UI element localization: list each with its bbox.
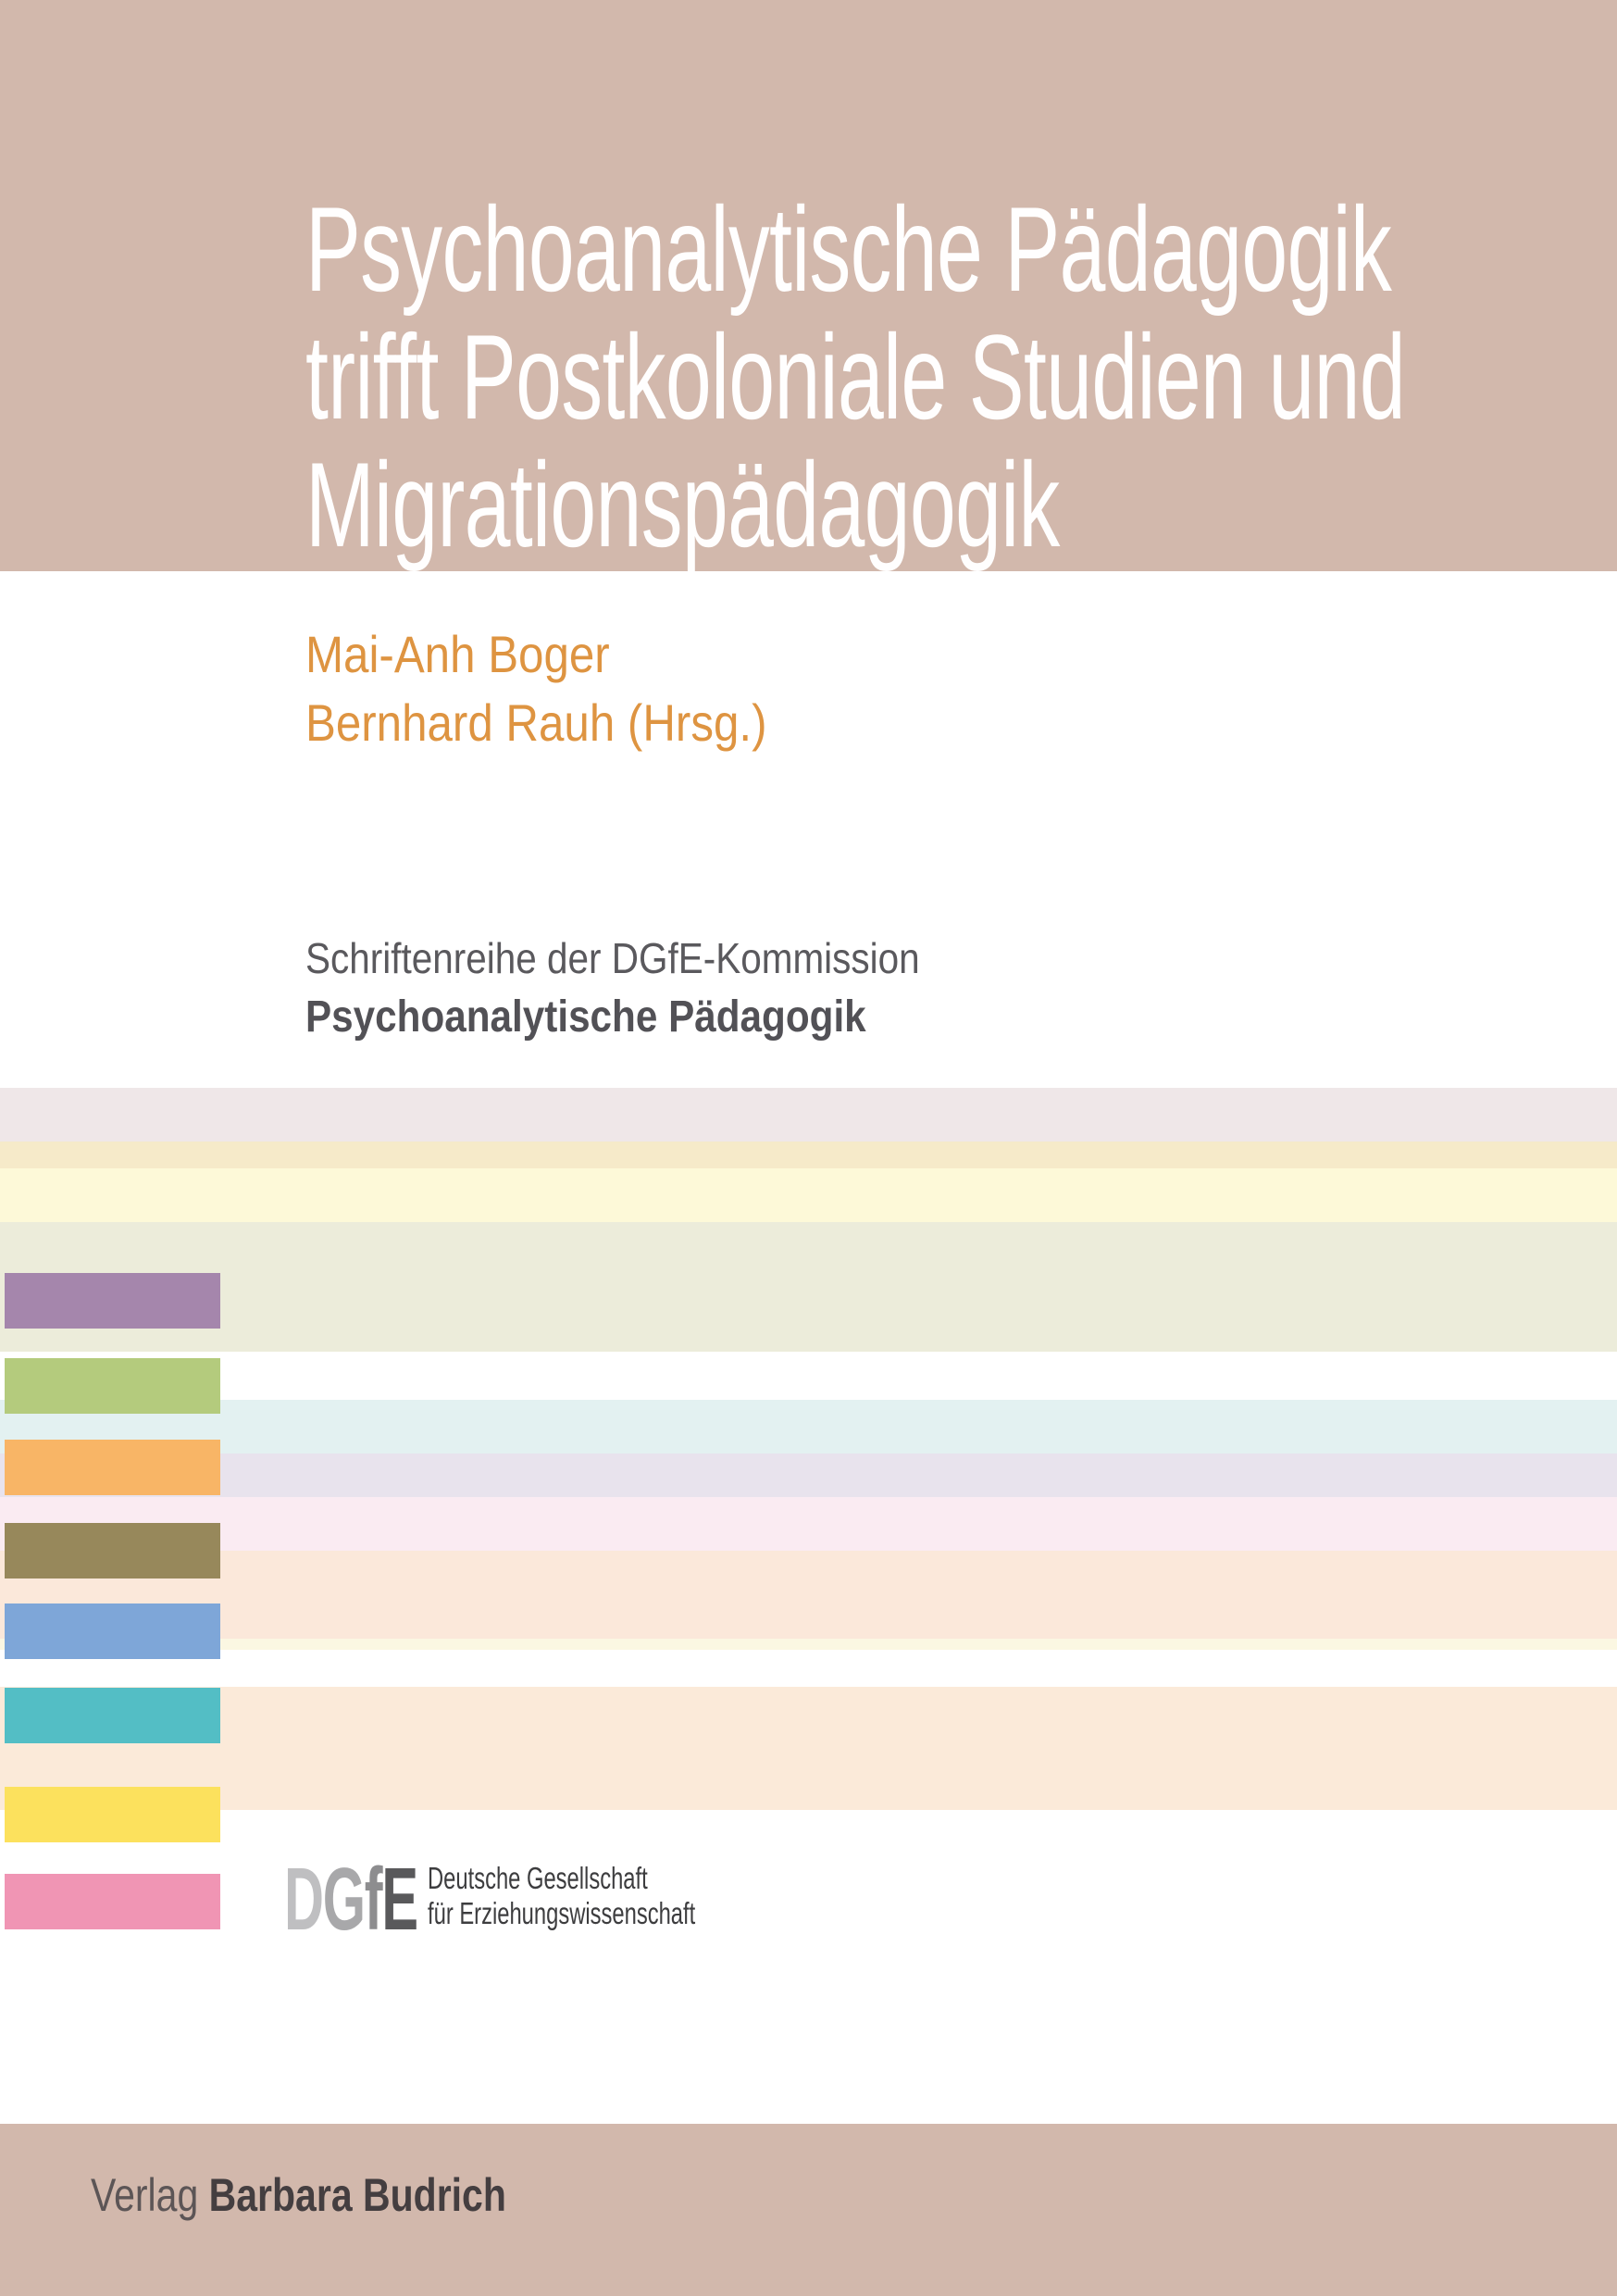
- publisher-prefix: Verlag: [91, 2169, 209, 2221]
- series-color-block-pink: [5, 1874, 220, 1929]
- dgfe-logo-letter: f: [364, 1850, 382, 1949]
- editors: [305, 620, 766, 757]
- series-color-block-yellow: [5, 1787, 220, 1842]
- pastel-stripe: [0, 1454, 1617, 1497]
- editor-name-2: Bernhard Rauh (Hrsg.): [305, 693, 767, 752]
- dgfe-logo-letter: D: [284, 1850, 323, 1949]
- pastel-stripe: [0, 1222, 1617, 1352]
- pastel-stripe: [0, 1497, 1617, 1551]
- series-color-block-orange: [5, 1440, 220, 1495]
- dgfe-logo: [284, 1850, 417, 1949]
- dgfe-logo-letter: G: [322, 1850, 365, 1949]
- pastel-stripe: [0, 1168, 1617, 1222]
- pastel-stripe: [0, 1551, 1617, 1639]
- dgfe-logo-text-line-1: Deutsche Gesellschaft: [428, 1861, 648, 1895]
- dgfe-logo-text: [428, 1861, 695, 1930]
- pastel-stripe: [0, 1400, 1617, 1454]
- dgfe-logo-text-line-2: für Erziehungswissenschaft: [428, 1895, 696, 1930]
- book-title-line-3: Migrationspädagogik: [305, 437, 1060, 572]
- pastel-stripe: [0, 1142, 1617, 1168]
- book-title-line-2: trifft Postkoloniale Studien und: [305, 309, 1405, 444]
- series-color-block-blue: [5, 1603, 220, 1659]
- book-title: [305, 181, 1405, 572]
- book-title-line-1: Psychoanalytische Pädagogik: [305, 181, 1392, 317]
- series-color-block-teal: [5, 1688, 220, 1743]
- publisher-name: Barbara Budrich: [208, 2169, 506, 2221]
- editor-name-1: Mai-Anh Boger: [305, 625, 610, 683]
- series-name: Schriftenreihe der DGfE-Kommission: [305, 934, 920, 982]
- series-subtitle: Psychoanalytische Pädagogik: [305, 992, 866, 1042]
- publisher: [91, 2168, 506, 2222]
- series-color-block-olive: [5, 1523, 220, 1578]
- series-info: [305, 930, 920, 1046]
- dgfe-logo-letter: E: [381, 1850, 417, 1949]
- pastel-stripe: [0, 1088, 1617, 1142]
- series-color-block-purple: [5, 1273, 220, 1329]
- series-color-block-green: [5, 1358, 220, 1414]
- pastel-stripe: [0, 1687, 1617, 1810]
- pastel-stripe: [0, 1639, 1617, 1650]
